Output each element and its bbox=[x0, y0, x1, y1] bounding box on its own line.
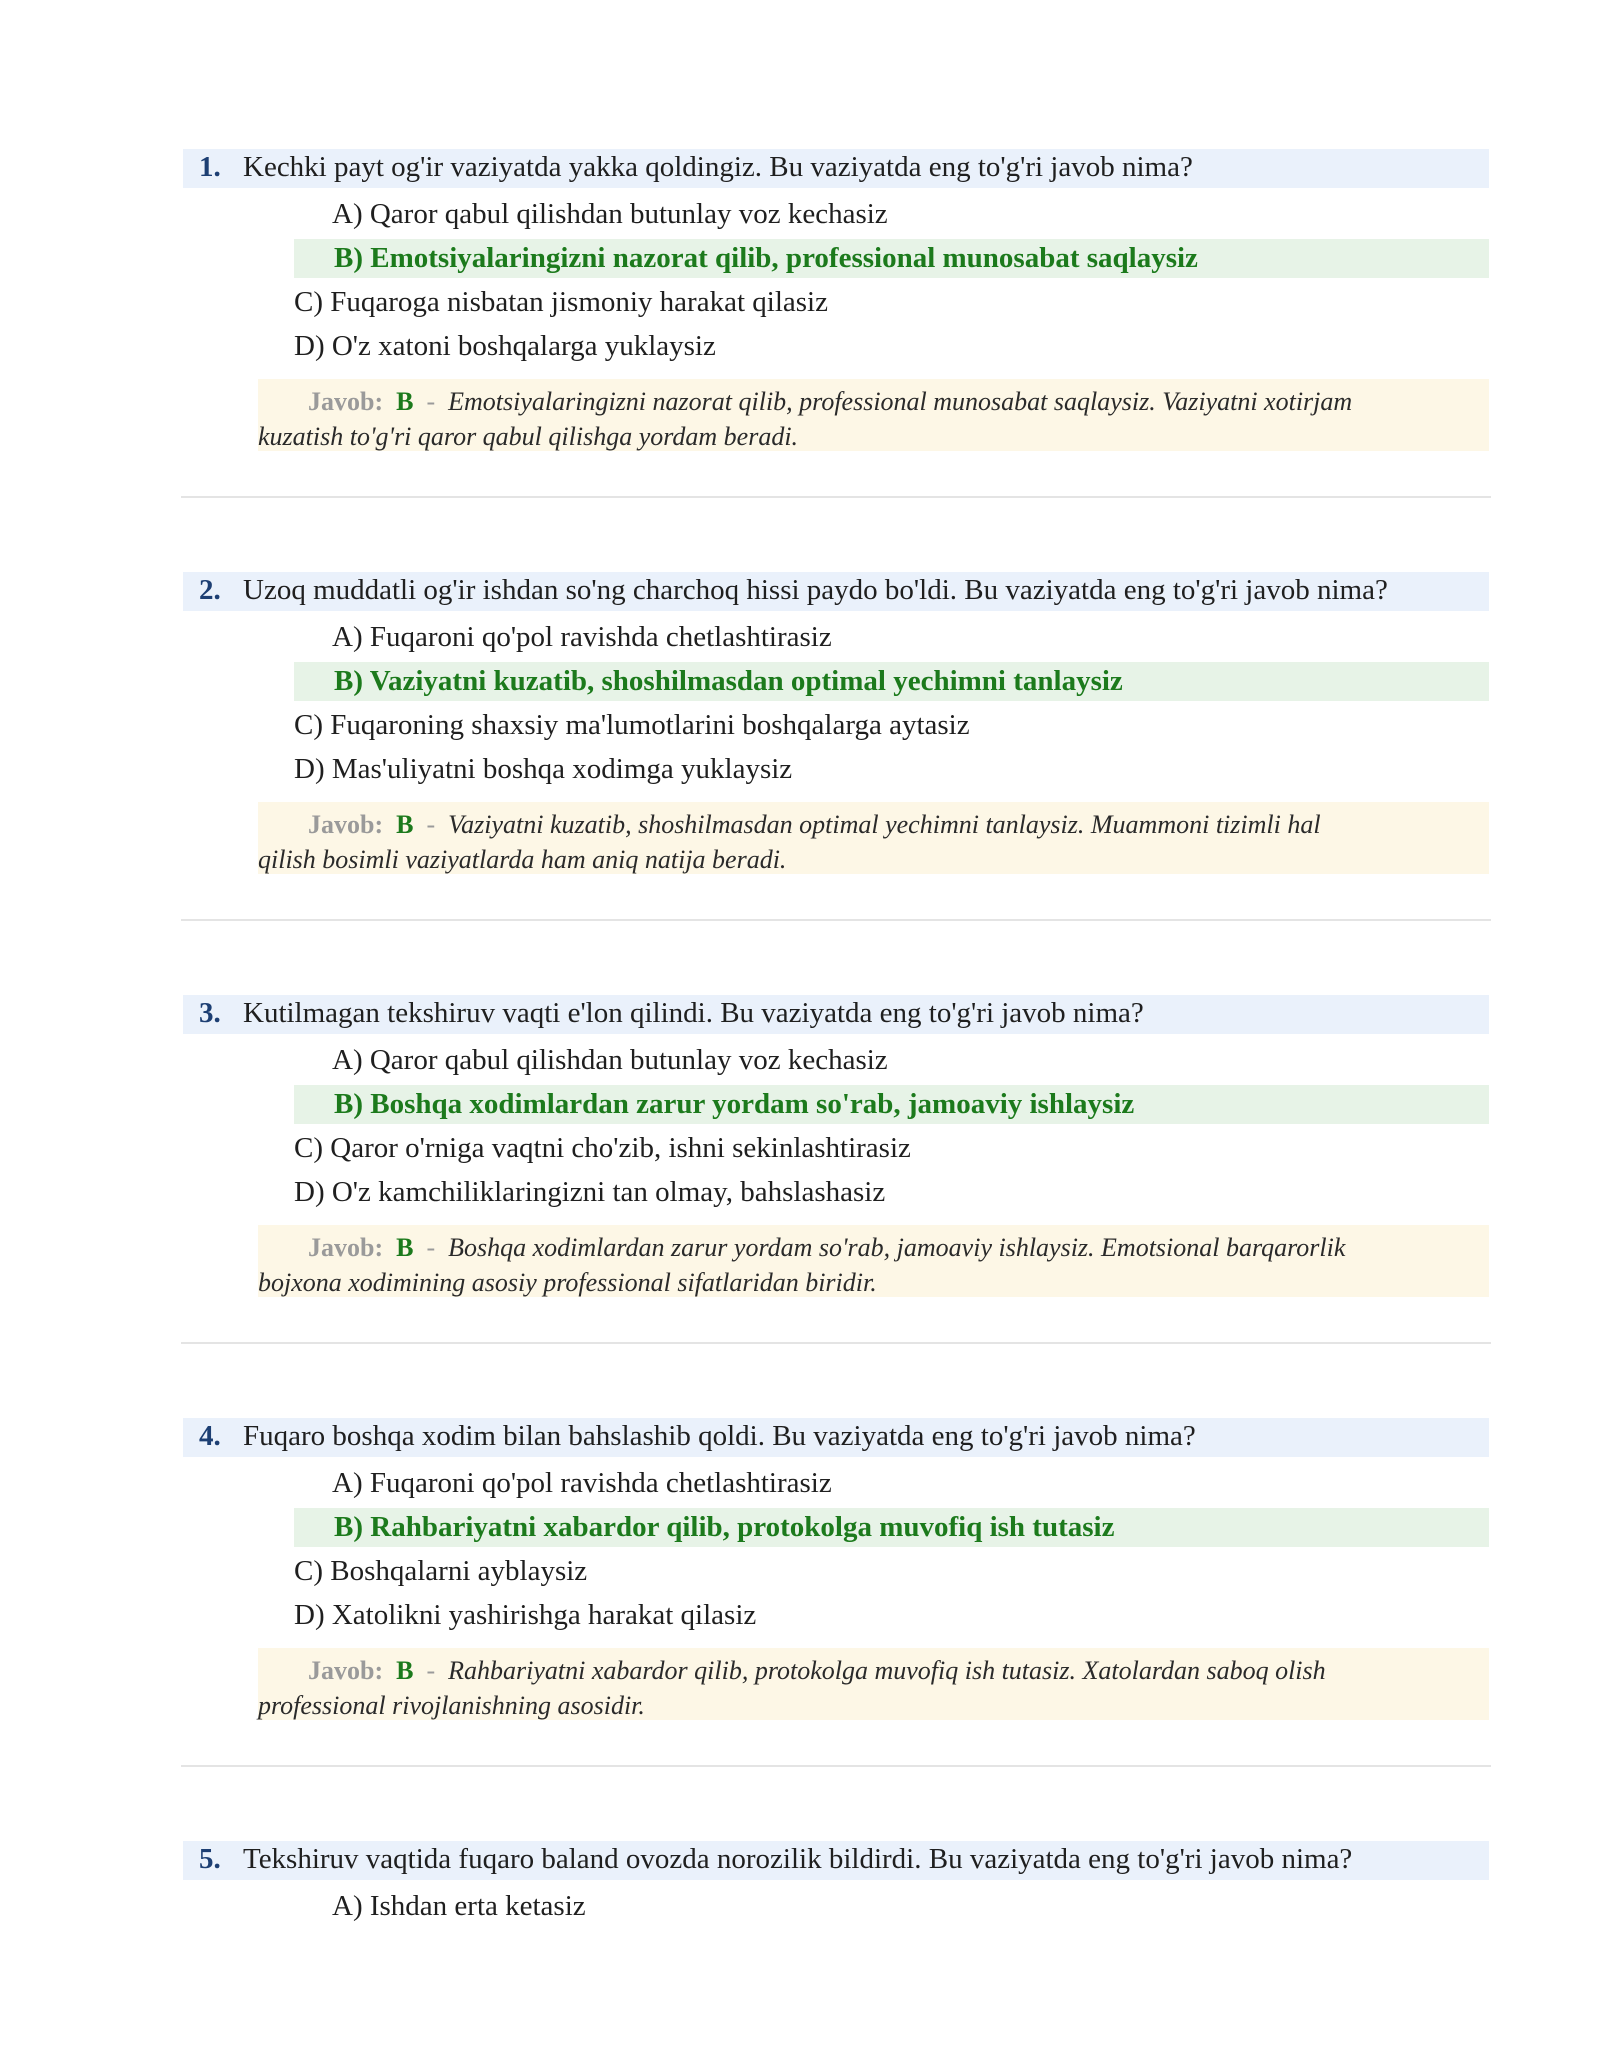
option-c: C) Qaror o'rniga vaqtni cho'zib, ishni sekinlashtirasiz bbox=[294, 1132, 911, 1164]
question-text: Tekshiruv vaqtida fuqaro baland ovozda norozilik bildirdi. Bu vaziyatda eng to'g'ri javob nima? bbox=[243, 1843, 1353, 1875]
question-divider bbox=[181, 1342, 1491, 1344]
explanation-line-1: Rahbariyatni xabardor qilib, protokolga muvofiq ish tutasiz. Xatolardan saboq olish bbox=[448, 1656, 1326, 1685]
answer-explanation bbox=[258, 1225, 1489, 1297]
question-header bbox=[183, 1841, 1489, 1880]
question-number: 1. bbox=[199, 151, 221, 183]
question-4 bbox=[0, 1418, 1600, 1840]
explanation-line-1: Emotsiyalaringizni nazorat qilib, professional munosabat saqlaysiz. Vaziyatni xotirjam bbox=[448, 387, 1353, 416]
question-5 bbox=[0, 1841, 1600, 1961]
answer-letter: B bbox=[396, 810, 414, 839]
question-divider bbox=[181, 919, 1491, 921]
option-a: A) Qaror qabul qilishdan butunlay voz kechasiz bbox=[332, 198, 888, 230]
question-number: 5. bbox=[199, 1843, 221, 1875]
option-d: D) O'z xatoni boshqalarga yuklaysiz bbox=[294, 330, 716, 362]
option-d: D) O'z kamchiliklaringizni tan olmay, bahslashasiz bbox=[294, 1176, 886, 1208]
answer-dash: - bbox=[426, 1656, 436, 1685]
option-c: C) Fuqaroga nisbatan jismoniy harakat qilasiz bbox=[294, 286, 828, 318]
explanation-line-2: kuzatish to'g'ri qaror qabul qilishga yordam beradi. bbox=[258, 422, 799, 451]
explanation-line-2: bojxona xodimining asosiy professional sifatlaridan biridir. bbox=[258, 1268, 877, 1297]
answer-letter: B bbox=[396, 1656, 414, 1685]
question-number: 2. bbox=[199, 574, 221, 606]
question-text: Kechki payt og'ir vaziyatda yakka qoldingiz. Bu vaziyatda eng to'g'ri javob nima? bbox=[243, 151, 1193, 183]
answer-dash: - bbox=[426, 387, 436, 416]
question-1 bbox=[0, 149, 1600, 571]
answer-label: Javob: bbox=[308, 1233, 384, 1262]
option-c: C) Fuqaroning shaxsiy ma'lumotlarini boshqalarga aytasiz bbox=[294, 709, 970, 741]
question-number: 4. bbox=[199, 1420, 221, 1452]
question-text: Kutilmagan tekshiruv vaqti e'lon qilindi. Bu vaziyatda eng to'g'ri javob nima? bbox=[243, 997, 1144, 1029]
question-divider bbox=[181, 1765, 1491, 1767]
explanation-line-1: Boshqa xodimlardan zarur yordam so'rab, jamoaviy ishlaysiz. Emotsional barqarorlik bbox=[448, 1233, 1346, 1262]
answer-letter: B bbox=[396, 1233, 414, 1262]
question-header bbox=[183, 1418, 1489, 1457]
answer-label: Javob: bbox=[308, 387, 384, 416]
question-text: Fuqaro boshqa xodim bilan bahslashib qoldi. Bu vaziyatda eng to'g'ri javob nima? bbox=[243, 1420, 1196, 1452]
answer-explanation bbox=[258, 802, 1489, 874]
option-a: A) Fuqaroni qo'pol ravishda chetlashtirasiz bbox=[332, 621, 832, 653]
answer-label: Javob: bbox=[308, 1656, 384, 1685]
option-c: C) Boshqalarni ayblaysiz bbox=[294, 1555, 588, 1587]
question-header bbox=[183, 572, 1489, 611]
answer-label: Javob: bbox=[308, 810, 384, 839]
question-2 bbox=[0, 572, 1600, 994]
question-3 bbox=[0, 995, 1600, 1417]
answer-dash: - bbox=[426, 1233, 436, 1262]
option-a: A) Ishdan erta ketasiz bbox=[332, 1890, 586, 1922]
question-header bbox=[183, 149, 1489, 188]
option-b-correct: B) Boshqa xodimlardan zarur yordam so'rab, jamoaviy ishlaysiz bbox=[294, 1085, 1489, 1124]
question-divider bbox=[181, 496, 1491, 498]
explanation-line-2: professional rivojlanishning asosidir. bbox=[258, 1691, 645, 1720]
option-b-correct: B) Rahbariyatni xabardor qilib, protokolga muvofiq ish tutasiz bbox=[294, 1508, 1489, 1547]
explanation-line-2: qilish bosimli vaziyatlarda ham aniq natija beradi. bbox=[258, 845, 787, 874]
option-a: A) Qaror qabul qilishdan butunlay voz kechasiz bbox=[332, 1044, 888, 1076]
answer-letter: B bbox=[396, 387, 414, 416]
answer-dash: - bbox=[426, 810, 436, 839]
question-number: 3. bbox=[199, 997, 221, 1029]
answer-explanation bbox=[258, 1648, 1489, 1720]
question-header bbox=[183, 995, 1489, 1034]
option-b-correct: B) Emotsiyalaringizni nazorat qilib, professional munosabat saqlaysiz bbox=[294, 239, 1489, 278]
explanation-line-1: Vaziyatni kuzatib, shoshilmasdan optimal yechimni tanlaysiz. Muammoni tizimli hal bbox=[448, 810, 1321, 839]
option-b-correct: B) Vaziyatni kuzatib, shoshilmasdan optimal yechimni tanlaysiz bbox=[294, 662, 1489, 701]
question-text: Uzoq muddatli og'ir ishdan so'ng charchoq hissi paydo bo'ldi. Bu vaziyatda eng to'g'ri javob nima? bbox=[243, 574, 1388, 606]
option-d: D) Xatolikni yashirishga harakat qilasiz bbox=[294, 1599, 757, 1631]
option-a: A) Fuqaroni qo'pol ravishda chetlashtirasiz bbox=[332, 1467, 832, 1499]
answer-explanation bbox=[258, 379, 1489, 451]
option-d: D) Mas'uliyatni boshqa xodimga yuklaysiz bbox=[294, 753, 793, 785]
